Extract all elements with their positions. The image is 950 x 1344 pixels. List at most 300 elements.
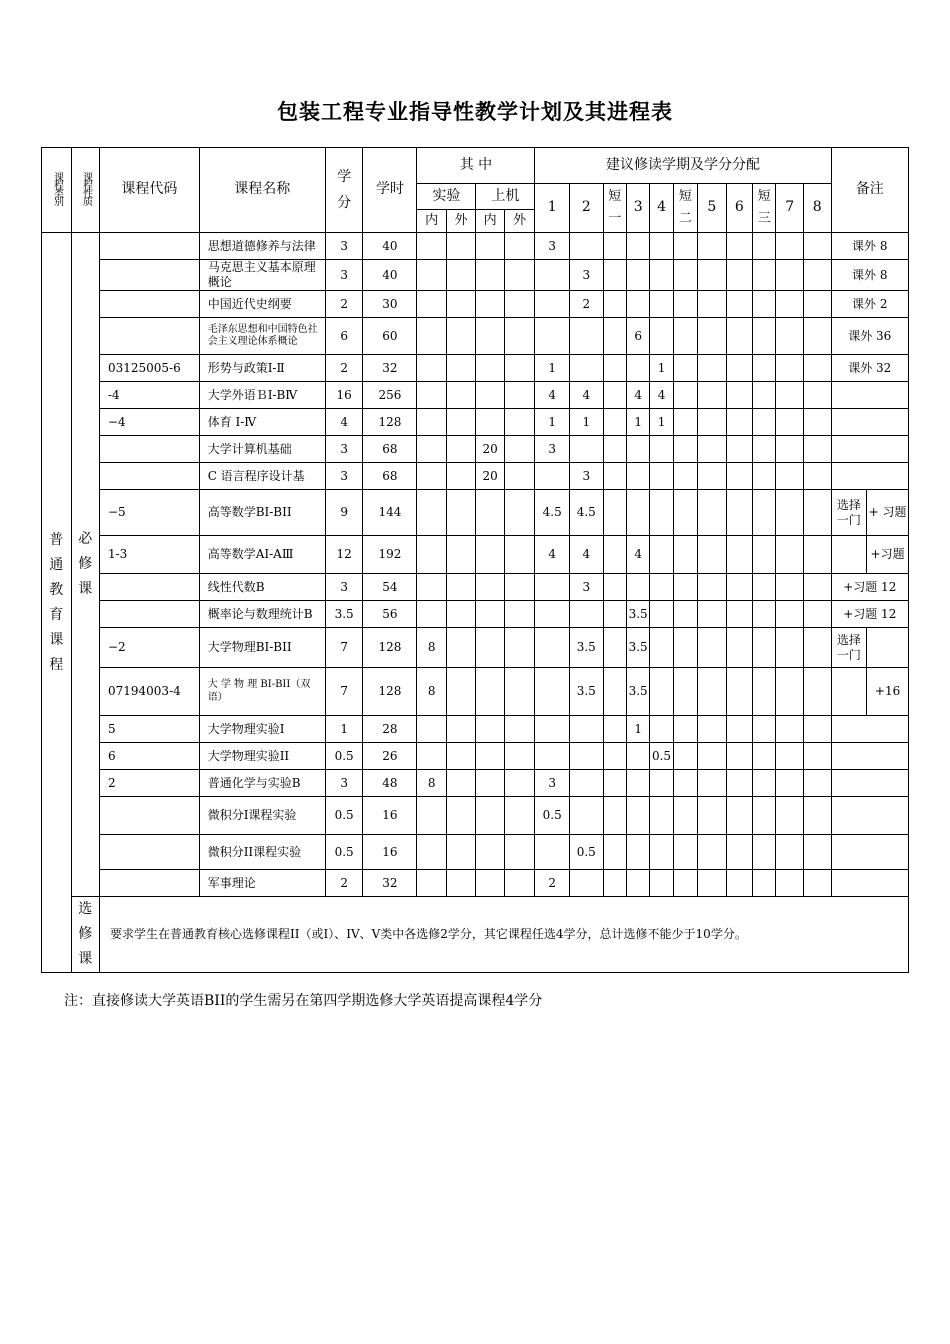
cell-s6 <box>726 601 752 628</box>
remark-cell <box>831 463 908 490</box>
cell-short1 <box>603 463 626 490</box>
cell-short3 <box>753 574 776 601</box>
cell-lab_in <box>417 536 447 574</box>
header-remark: 备注 <box>831 148 908 233</box>
cell-s4 <box>650 601 673 628</box>
table-row <box>42 743 909 770</box>
remark-select: 选择一门 <box>831 628 867 668</box>
cell-s7 <box>776 716 803 743</box>
cell-s4 <box>650 536 673 574</box>
cell-s4 <box>650 870 673 897</box>
cell-s7 <box>776 355 803 382</box>
cell-s8 <box>803 536 831 574</box>
cell-s7 <box>776 490 803 536</box>
course-hours: 30 <box>363 291 417 318</box>
cell-s6 <box>726 318 752 355</box>
cell-comp_in: 20 <box>476 463 504 490</box>
cell-short2 <box>673 233 697 260</box>
header-course-type: 课程类别 <box>42 148 72 233</box>
cell-comp_in <box>476 318 504 355</box>
cell-short3 <box>753 628 776 668</box>
course-code: 2 <box>99 770 199 797</box>
cell-lab_in <box>417 260 447 291</box>
course-name: 形势与政策Ⅰ-Ⅱ <box>199 355 325 382</box>
cell-s4 <box>650 574 673 601</box>
cell-s2: 1 <box>570 409 604 436</box>
cell-s6 <box>726 797 752 835</box>
cell-lab_in <box>417 601 447 628</box>
category-label: 普通教育课程 <box>49 531 64 673</box>
cell-short1 <box>603 291 626 318</box>
header-among: 其 中 <box>417 148 535 184</box>
cell-s4 <box>650 668 673 716</box>
cell-short3 <box>753 463 776 490</box>
teaching-plan-table <box>41 147 909 973</box>
cell-comp_out <box>504 574 535 601</box>
course-code: 03125005-6 <box>99 355 199 382</box>
cell-s6 <box>726 668 752 716</box>
cell-lab_out <box>446 436 476 463</box>
cell-lab_out <box>446 743 476 770</box>
cell-s8 <box>803 355 831 382</box>
cell-s5 <box>698 318 726 355</box>
course-code: 1-3 <box>99 536 199 574</box>
cell-s5 <box>698 382 726 409</box>
cell-lab_in <box>417 233 447 260</box>
course-name: 概率论与数理统计B <box>199 601 325 628</box>
cell-s2: 3 <box>570 260 604 291</box>
cell-lab_out <box>446 536 476 574</box>
cell-comp_in <box>476 382 504 409</box>
course-hours: 48 <box>363 770 417 797</box>
course-hours: 60 <box>363 318 417 355</box>
cell-s4 <box>650 490 673 536</box>
cell-s6 <box>726 355 752 382</box>
header-sem-5: 5 <box>698 184 726 233</box>
table-row <box>42 797 909 835</box>
course-credits: 3.5 <box>325 601 363 628</box>
cell-short2 <box>673 291 697 318</box>
course-code <box>99 463 199 490</box>
cell-s4 <box>650 770 673 797</box>
cell-s7 <box>776 536 803 574</box>
course-code <box>99 436 199 463</box>
cell-s6 <box>726 628 752 668</box>
cell-s1: 3 <box>535 436 570 463</box>
cell-comp_out <box>504 436 535 463</box>
course-code <box>99 797 199 835</box>
table-row <box>42 355 909 382</box>
table-row <box>42 463 909 490</box>
table-row <box>42 668 909 716</box>
table-row <box>42 628 909 668</box>
cell-comp_in <box>476 601 504 628</box>
cell-s6 <box>726 770 752 797</box>
course-credits: 16 <box>325 382 363 409</box>
cell-s8 <box>803 835 831 870</box>
cell-short2 <box>673 770 697 797</box>
cell-short2 <box>673 835 697 870</box>
cell-short2 <box>673 743 697 770</box>
cell-comp_out <box>504 536 535 574</box>
cell-s5 <box>698 436 726 463</box>
remark-cell: 课外 8 <box>831 260 908 291</box>
cell-s8 <box>803 628 831 668</box>
cell-lab_in <box>417 463 447 490</box>
remark-cell <box>831 870 908 897</box>
cell-s3 <box>626 743 649 770</box>
cell-short3 <box>753 870 776 897</box>
cell-comp_in <box>476 770 504 797</box>
cell-short1 <box>603 233 626 260</box>
course-hours: 256 <box>363 382 417 409</box>
cell-s1 <box>535 291 570 318</box>
cell-short2 <box>673 463 697 490</box>
cell-s5 <box>698 870 726 897</box>
cell-s1 <box>535 743 570 770</box>
cell-short2 <box>673 797 697 835</box>
remark-cell <box>831 743 908 770</box>
cell-s6 <box>726 233 752 260</box>
cell-short3 <box>753 536 776 574</box>
cell-comp_out <box>504 382 535 409</box>
cell-s1: 4 <box>535 382 570 409</box>
course-name: 高等数学BI-BII <box>199 490 325 536</box>
remark-cell: +习题 12 <box>831 574 908 601</box>
header-sem-1: 1 <box>535 184 570 233</box>
course-name: 军事理论 <box>199 870 325 897</box>
cell-s3 <box>626 574 649 601</box>
header-computer: 上机 <box>476 184 535 210</box>
course-name: 普通化学与实验B <box>199 770 325 797</box>
cell-s7 <box>776 409 803 436</box>
cell-comp_out <box>504 835 535 870</box>
course-credits: 3 <box>325 770 363 797</box>
course-name: 大学物理实验I <box>199 716 325 743</box>
course-credits: 0.5 <box>325 797 363 835</box>
cell-s2 <box>570 355 604 382</box>
cell-short3 <box>753 668 776 716</box>
cell-s3 <box>626 355 649 382</box>
cell-comp_in <box>476 716 504 743</box>
cell-comp_in <box>476 355 504 382</box>
cell-s1: 2 <box>535 870 570 897</box>
header-sem-4: 4 <box>650 184 673 233</box>
cell-comp_in <box>476 291 504 318</box>
elective-label: 选修课 <box>78 901 93 967</box>
cell-short3 <box>753 743 776 770</box>
course-code <box>99 260 199 291</box>
remark-cell: 课外 2 <box>831 291 908 318</box>
course-credits: 1 <box>325 716 363 743</box>
cell-lab_out <box>446 318 476 355</box>
cell-s6 <box>726 870 752 897</box>
cell-s8 <box>803 770 831 797</box>
cell-s3: 3.5 <box>626 668 649 716</box>
cell-s2 <box>570 601 604 628</box>
cell-short2 <box>673 355 697 382</box>
cell-short3 <box>753 260 776 291</box>
cell-short2 <box>673 716 697 743</box>
header-hours: 学时 <box>363 148 417 233</box>
cell-s1 <box>535 668 570 716</box>
cell-s5 <box>698 835 726 870</box>
cell-short3 <box>753 355 776 382</box>
cell-comp_out <box>504 490 535 536</box>
cell-s7 <box>776 601 803 628</box>
cell-lab_in <box>417 382 447 409</box>
cell-s4: 0.5 <box>650 743 673 770</box>
cell-s5 <box>698 770 726 797</box>
category-cell <box>42 233 72 973</box>
cell-s6 <box>726 291 752 318</box>
cell-s4 <box>650 463 673 490</box>
cell-s7 <box>776 668 803 716</box>
cell-s5 <box>698 463 726 490</box>
header-sem-6: 6 <box>726 184 752 233</box>
cell-s6 <box>726 490 752 536</box>
course-code: 6 <box>99 743 199 770</box>
course-hours: 68 <box>363 463 417 490</box>
header-course-code: 课程代码 <box>99 148 199 233</box>
cell-s8 <box>803 797 831 835</box>
course-credits: 6 <box>325 318 363 355</box>
cell-short1 <box>603 574 626 601</box>
cell-s5 <box>698 716 726 743</box>
cell-short1 <box>603 536 626 574</box>
course-name: 线性代数B <box>199 574 325 601</box>
cell-lab_in <box>417 291 447 318</box>
header-short-3: 短三 <box>753 184 776 233</box>
cell-lab_out <box>446 382 476 409</box>
cell-lab_in <box>417 409 447 436</box>
cell-s8 <box>803 743 831 770</box>
remark-cell <box>831 436 908 463</box>
cell-s4: 4 <box>650 382 673 409</box>
cell-short1 <box>603 436 626 463</box>
cell-lab_out <box>446 601 476 628</box>
cell-comp_out <box>504 797 535 835</box>
cell-s5 <box>698 291 726 318</box>
cell-short1 <box>603 770 626 797</box>
table-row <box>42 291 909 318</box>
remark-cell: 课外 36 <box>831 318 908 355</box>
cell-s4 <box>650 797 673 835</box>
header-lab: 实验 <box>417 184 476 210</box>
cell-s6 <box>726 574 752 601</box>
cell-s2 <box>570 797 604 835</box>
cell-lab_in <box>417 797 447 835</box>
cell-short3 <box>753 409 776 436</box>
table-row <box>42 601 909 628</box>
cell-s4 <box>650 318 673 355</box>
table-row <box>42 233 909 260</box>
header-sem-2: 2 <box>570 184 604 233</box>
course-hours: 16 <box>363 835 417 870</box>
cell-short2 <box>673 490 697 536</box>
header-short-2: 短二 <box>673 184 697 233</box>
cell-short2 <box>673 436 697 463</box>
cell-comp_in <box>476 574 504 601</box>
cell-short1 <box>603 318 626 355</box>
cell-short1 <box>603 743 626 770</box>
cell-s5 <box>698 355 726 382</box>
cell-short2 <box>673 628 697 668</box>
cell-s7 <box>776 574 803 601</box>
cell-comp_out <box>504 770 535 797</box>
cell-s7 <box>776 318 803 355</box>
remark-cell <box>831 835 908 870</box>
cell-comp_in <box>476 797 504 835</box>
cell-comp_out <box>504 318 535 355</box>
cell-comp_out <box>504 870 535 897</box>
cell-lab_in <box>417 574 447 601</box>
cell-short2 <box>673 318 697 355</box>
cell-s1 <box>535 318 570 355</box>
cell-s3 <box>626 490 649 536</box>
cell-s5 <box>698 628 726 668</box>
cell-lab_out <box>446 668 476 716</box>
cell-comp_in <box>476 536 504 574</box>
course-hours: 56 <box>363 601 417 628</box>
course-name: 中国近代史纲要 <box>199 291 325 318</box>
required-label: 必修课 <box>78 531 93 597</box>
cell-short1 <box>603 409 626 436</box>
cell-short2 <box>673 668 697 716</box>
cell-lab_in <box>417 355 447 382</box>
cell-s8 <box>803 233 831 260</box>
cell-short2 <box>673 382 697 409</box>
cell-s2 <box>570 743 604 770</box>
cell-s3: 4 <box>626 536 649 574</box>
course-code: −5 <box>99 490 199 536</box>
table-row <box>42 409 909 436</box>
remark-cell <box>831 716 908 743</box>
cell-comp_in <box>476 628 504 668</box>
course-code <box>99 574 199 601</box>
header-computer-outer: 外 <box>504 210 535 233</box>
cell-s2 <box>570 870 604 897</box>
cell-short1 <box>603 835 626 870</box>
cell-s7 <box>776 835 803 870</box>
table-row <box>42 260 909 291</box>
course-credits: 7 <box>325 668 363 716</box>
cell-short2 <box>673 409 697 436</box>
cell-s3 <box>626 233 649 260</box>
cell-short2 <box>673 536 697 574</box>
course-credits: 3 <box>325 260 363 291</box>
cell-lab_out <box>446 260 476 291</box>
cell-s2: 4.5 <box>570 490 604 536</box>
course-credits: 3 <box>325 233 363 260</box>
page-title: 包装工程专业指导性教学计划及其进程表 <box>277 99 673 124</box>
header-course-nature: 课程性质 <box>71 148 99 233</box>
course-code <box>99 318 199 355</box>
cell-s5 <box>698 743 726 770</box>
cell-s3: 3.5 <box>626 601 649 628</box>
course-name: 毛泽东思想和中国特色社会主义理论体系概论 <box>199 318 325 355</box>
cell-comp_out <box>504 743 535 770</box>
cell-s5 <box>698 260 726 291</box>
header-lab-outer: 外 <box>446 210 476 233</box>
cell-comp_out <box>504 291 535 318</box>
cell-comp_in <box>476 743 504 770</box>
course-name: 微积分I课程实验 <box>199 797 325 835</box>
cell-s8 <box>803 463 831 490</box>
cell-short2 <box>673 574 697 601</box>
cell-s5 <box>698 536 726 574</box>
course-hours: 32 <box>363 355 417 382</box>
course-credits: 2 <box>325 870 363 897</box>
cell-comp_out <box>504 668 535 716</box>
cell-s1: 1 <box>535 355 570 382</box>
cell-s5 <box>698 574 726 601</box>
cell-s1 <box>535 574 570 601</box>
cell-s6 <box>726 835 752 870</box>
cell-s6 <box>726 536 752 574</box>
cell-s3: 6 <box>626 318 649 355</box>
header-sem-3: 3 <box>626 184 649 233</box>
cell-s6 <box>726 436 752 463</box>
cell-short1 <box>603 797 626 835</box>
cell-lab_out <box>446 797 476 835</box>
cell-s2 <box>570 436 604 463</box>
cell-short1 <box>603 260 626 291</box>
course-name: 大学外语ＢⅠ-BⅣ <box>199 382 325 409</box>
cell-s2: 3 <box>570 463 604 490</box>
cell-comp_in <box>476 835 504 870</box>
remark-cell: +习题 12 <box>831 601 908 628</box>
course-name: 马克思主义基本原理概论 <box>199 260 325 291</box>
cell-s1 <box>535 628 570 668</box>
cell-short1 <box>603 716 626 743</box>
cell-s3 <box>626 797 649 835</box>
header-sem-7: 7 <box>776 184 803 233</box>
cell-s2: 2 <box>570 291 604 318</box>
course-credits: 2 <box>325 291 363 318</box>
cell-lab_out <box>446 409 476 436</box>
course-credits: 3 <box>325 574 363 601</box>
course-code <box>99 233 199 260</box>
cell-s5 <box>698 409 726 436</box>
course-code: 07194003-4 <box>99 668 199 716</box>
course-credits: 4 <box>325 409 363 436</box>
cell-s2 <box>570 318 604 355</box>
course-name: 微积分II课程实验 <box>199 835 325 870</box>
course-hours: 32 <box>363 870 417 897</box>
cell-s4 <box>650 291 673 318</box>
elective-requirement: 要求学生在普通教育核心选修课程II（或I）、IV、V类中各选修2学分，其它课程任选4学分，总计选修不能少于10学分。 <box>99 897 908 973</box>
cell-s3 <box>626 870 649 897</box>
cell-short1 <box>603 355 626 382</box>
cell-s8 <box>803 601 831 628</box>
cell-short3 <box>753 770 776 797</box>
cell-lab_in: 8 <box>417 770 447 797</box>
cell-s3: 3.5 <box>626 628 649 668</box>
cell-short1 <box>603 668 626 716</box>
cell-comp_out <box>504 233 535 260</box>
header-sem-8: 8 <box>803 184 831 233</box>
cell-s4 <box>650 835 673 870</box>
cell-short3 <box>753 382 776 409</box>
remark-extra <box>867 628 909 668</box>
course-hours: 128 <box>363 409 417 436</box>
remark-cell <box>831 770 908 797</box>
cell-lab_in <box>417 835 447 870</box>
footnote: 注：直接修读大学英语BII的学生需另在第四学期选修大学英语提高课程4学分 <box>64 993 543 1009</box>
header-semesters: 建议修读学期及学分分配 <box>535 148 831 184</box>
course-name: 大 学 物 理 BI-BII（双语） <box>199 668 325 716</box>
